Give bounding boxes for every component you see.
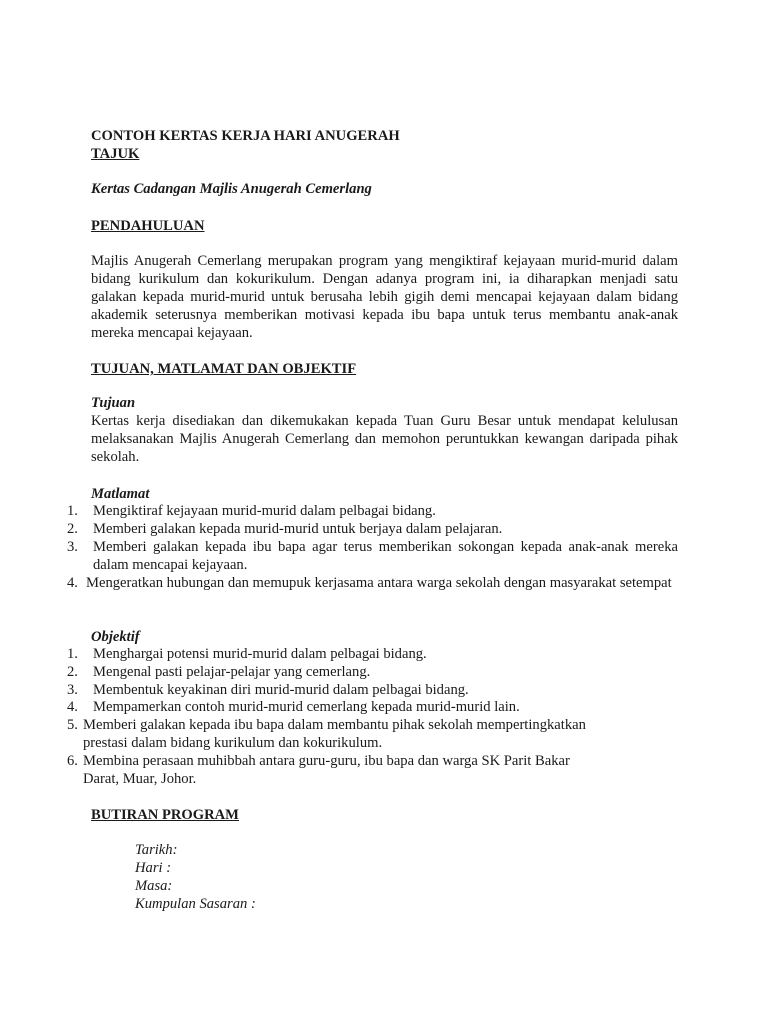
list-text: Memberi galakan kepada ibu bapa agar terus memberikan sokongan kepada anak-anak mereka dalam mencapai kejayaan. [93,539,678,573]
list-text: Menghargai potensi murid-murid dalam pelbagai bidang. [93,646,427,662]
list-text: Membentuk keyakinan diri murid-murid dalam pelbagai bidang. [93,682,469,698]
tujuan-section-heading: TUJUAN, MATLAMAT DAN OBJEKTIF [91,361,357,377]
list-number: 4. [67,575,78,591]
field-tarikh: Tarikh: [135,842,178,858]
list-number: 6. [67,753,78,769]
list-text: Memberi galakan kepada ibu bapa dalam membantu pihak sekolah mempertingkatkan prestasi dalam bidang kurikulum dan kokurikulum. [83,717,586,751]
list-number: 2. [67,664,78,680]
list-text: Mengenal pasti pelajar-pelajar yang cemerlang. [93,664,371,680]
pendahuluan-heading: PENDAHULUAN [91,218,205,234]
matlamat-heading: Matlamat [91,486,150,502]
list-text: Mengiktiraf kejayaan murid-murid dalam pelbagai bidang. [93,503,436,519]
field-masa: Masa: [135,878,173,894]
pendahuluan-paragraph: Majlis Anugerah Cemerlang merupakan program yang mengiktiraf kejayaan murid-murid dalam bidang kurikulum dan kokurikulum. Dengan adanya program ini, ia diharapkan menjadi satu galakan kepada murid-murid untuk berusaha lebih gigih demi mencapai kejayaan dalam bidang akademik seterusnya memberikan motivasi kepada ibu bapa untuk terus membantu anak-anak mereka mencapai kejayaan. [91,253,678,341]
list-number: 3. [67,682,78,698]
tujuan-heading: Tujuan [91,395,136,411]
document-title: CONTOH KERTAS KERJA HARI ANUGERAH [91,128,400,144]
list-number: 1. [67,503,78,519]
list-number: 3. [67,539,78,555]
list-text: Mengeratkan hubungan dan memupuk kerjasama antara warga sekolah dengan masyarakat setempat [86,575,672,591]
tujuan-paragraph: Kertas kerja disediakan dan dikemukakan kepada Tuan Guru Besar untuk mendapat kelulusan melaksanakan Majlis Anugerah Cemerlang dan memohon peruntukkan kewangan daripada pihak sekolah. [91,413,678,465]
list-number: 2. [67,521,78,537]
objektif-heading: Objektif [91,629,140,645]
list-text: Memberi galakan kepada murid-murid untuk berjaya dalam pelajaran. [93,521,503,537]
field-hari: Hari : [135,860,172,876]
list-text: Membina perasaan muhibbah antara guru-guru, ibu bapa dan warga SK Parit Bakar Darat, Muar, Johor. [83,753,570,787]
list-number: 1. [67,646,78,662]
butiran-heading: BUTIRAN PROGRAM [91,807,239,823]
list-number: 5. [67,717,78,733]
list-text: Mempamerkan contoh murid-murid cemerlang kepada murid-murid lain. [93,699,520,715]
field-kumpulan-sasaran: Kumpulan Sasaran : [135,896,256,912]
list-number: 4. [67,699,78,715]
tajuk-heading: TAJUK [91,146,140,162]
tajuk-text: Kertas Cadangan Majlis Anugerah Cemerlang [91,181,372,197]
